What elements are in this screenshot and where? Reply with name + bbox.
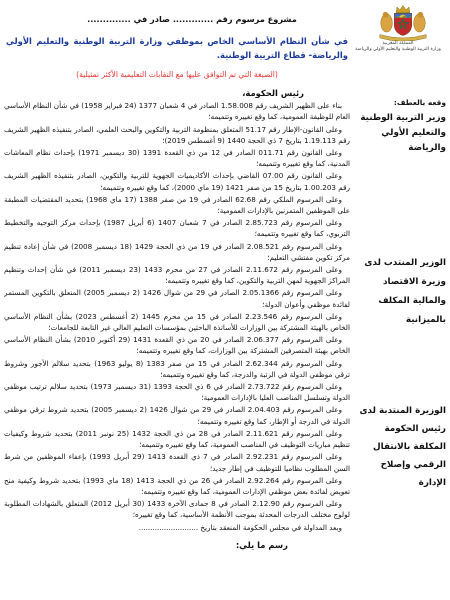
- decrees-heading: رسم ما يلي:: [235, 539, 288, 550]
- recital-paragraph: وعلى المرسوم رقم 2.06.377 الصادر في 20 من ذي القعدة 1431 (29 أكتوبر 2010) بشأن النظام الأساسي الخاص بهيئة المتصرفين المشتركة بين الوزارات، كما وقع تغييره وتتميمه؛: [4, 335, 350, 356]
- body-heading: رئيس الحكومة،: [242, 88, 304, 98]
- signatory-education-minister: وزير التربية الوطنية والتعليم الأولي والرياضة: [360, 113, 446, 153]
- recital-paragraph: وعلى المرسوم رقم 2.92.231 الصادر في 7 ذي القعدة 1413 (29 أبريل 1993) بإعفاء الموظفين من شرط السن المطلوب نظاميا للتوظيف في إطار جديد؛: [4, 452, 350, 473]
- ministry-name: وزارة التربية الوطنية والتعليم الأولي والرياضة: [355, 47, 441, 52]
- ministry-letterhead: [350, 41, 446, 53]
- recital-paragraph: وعلى المرسوم رقم 2.11.672 الصادر في 27 من محرم 1433 (23 ديسمبر 2011) في شأن إحداث وتنظيم المراكز الجهوية لمهن التربية والتكوين، كما وقع تغييره وتتميمه؛: [4, 265, 350, 286]
- decree-body: [4, 88, 350, 596]
- recital-paragraph: وعلى القانون رقم 011.71 الصادر في 12 من ذي القعدة 1391 (30 ديسمبر 1971) بإحداث نظام المعاشات المدنية، كما وقع تغييره وتتميمه؛: [4, 148, 350, 169]
- decree-number-line: مشروع مرسوم رقم ............. صادر في ..............: [87, 14, 297, 24]
- recital-paragraph: وعلى المرسوم رقم 2.85.723 الصادر في 7 شعبان 1407 (6 أبريل 1987) بإحداث مركز التوجيه والتخطيط التربوي، كما وقع تغييره وتتميمه؛: [4, 218, 350, 239]
- recital-paragraph: وعلى القانون-الإطار رقم 51.17 المتعلق بمنظومة التربية والتكوين والبحث العلمي، الصادر بتنفيذه الظهير الشريف رقم 1.19.113 بتاريخ 7 ذي الحجة 1440 (9 أغسطس 2019)؛: [4, 124, 350, 145]
- recital-paragraph: وعلى المرسوم رقم 2.92.264 الصادر في 26 من ذي الحجة 1413 (18 ماي 1993) بتحديد شروط وكيفية منح تعويض لفائدة بعض موظفي الإدارات العمومية، كما وقع تغييره وتتميمه؛: [4, 475, 350, 496]
- recital-paragraph: وعلى المرسوم رقم 2.62.344 الصادر في 15 من صفر 1383 (8 يوليو 1963) بتحديد سلالم الأجور وشروط ترقي موظفي الدولة في الرتبة والدرجة، كما وقع تغييره وتتميمه؛: [4, 358, 350, 379]
- recital-paragraph: وعلى المرسوم رقم 2.11.621 الصادر في 28 من ذي الحجة 1432 (25 نونبر 2011) بتحديد شروط وكيفيات تنظيم مباريات التوظيف في المناصب العمومية، كما وقع تغييره وتتميمه؛: [4, 428, 350, 450]
- recital-paragraph: وعلى المرسوم رقم 2.04.403 الصادر في 29 من شوال 1426 (2 ديسمبر 2005) بتحديد شروط ترقي موظفي الدولة في الدرجة أو الإطار، كما وقع تغييره وتتميمه؛: [4, 405, 350, 426]
- kingdom-name: المملكة المغربية: [382, 41, 414, 46]
- signatory-digital-transition-minister: الوزيرة المنتدبة لدى رئيس الحكومة المكلفة بالانتقال الرقمي وإصلاح الإدارة: [359, 406, 446, 488]
- decree-title: في شأن النظام الأساسي الخاص بموظفي وزارة التربية الوطنية والتعليم الأولي والرياضة- قطاع التربية الوطنية.: [6, 36, 348, 60]
- recital-paragraph: وعلى المرسوم رقم 2.05.1366 الصادر في 29 من شوال 1426 (2 ديسمبر 2005) المتعلق بالتكوين المستمر لفائدة موظفي وأعوان الدولة؛: [4, 288, 350, 309]
- version-note: (الصيغة التي تم التوافق عليها مع النقابات التعليمية الأكثر تمثيلية): [76, 70, 278, 79]
- recital-paragraph: وعلى المرسوم الملكي رقم 62.68 الصادر في 19 من صفر 1388 (17 ماي 1968) بتحديد المقتضيات المطبقة على الموظفين المتمرنين بالإدارات العمومية؛: [4, 194, 350, 216]
- coat-of-arms-icon: [374, 3, 432, 41]
- recital-paragraph: وعلى القانون رقم 07.00 القاضي بإحداث الأكاديميات الجهوية للتربية والتكوين، الصادر بتنفيذه الظهير الشريف رقم 1.00.203 بتاريخ 15 من صفر 1421 (19 ماي 2000)، كما وقع تغييره وتتميمه؛: [4, 171, 350, 192]
- recital-paragraph: وعلى المرسوم رقم 2.08.521 الصادر في 19 من ذي الحجة 1429 (18 ديسمبر 2008) في شأن إعادة تنظيم مركز تكوين مفتشي التعليم؛: [4, 241, 350, 262]
- deliberation-line: وبعد المداولة في مجلس الحكومة المنعقد بتاريخ ..........................: [138, 522, 342, 532]
- recital-paragraph: وعلى المرسوم رقم 2.73.722 الصادر في 6 ذي الحجة 1393 (31 ديسمبر 1973) بتحديد سلالم ترتيب موظفي الدولة وتسلسل المناصب العليا بالإدارات العمومية؛: [4, 382, 350, 403]
- countersigned-label: وقعه بالعطف:: [393, 98, 446, 107]
- signatory-budget-minister: الوزير المنتدب لدى وزيرة الاقتصاد والمالية المكلف بالميزانية: [364, 258, 446, 325]
- recital-paragraph: بناء على الظهير الشريف رقم 1.58.008 الصادر في 4 شعبان 1377 (24 فبراير 1958) في شأن النظام الأساسي العام للوظيفة العمومية، كما وقع تغييره وتتميمه؛: [4, 101, 350, 122]
- recital-paragraph: وعلى المرسوم رقم 2.23.546 الصادر في 15 من محرم 1445 (2 أغسطس 2023) بشأن النظام الأساسي الخاص بالهيئة المشتركة بين الوزارات للأساتذة الباحثين بمؤسسات التعليم العالي غير التابعة للجامعات؛: [4, 311, 350, 333]
- recital-paragraph: وعلى المرسوم رقم 2.12.90 الصادر في 8 جمادى الآخرة 1433 (30 أبريل 2012) المتعلق بالشهادات المطلوبة لولوج مختلف الدرجات المحدثة بموجب الأنظمة الأساسية، كما وقع تغييره؛: [4, 499, 350, 520]
